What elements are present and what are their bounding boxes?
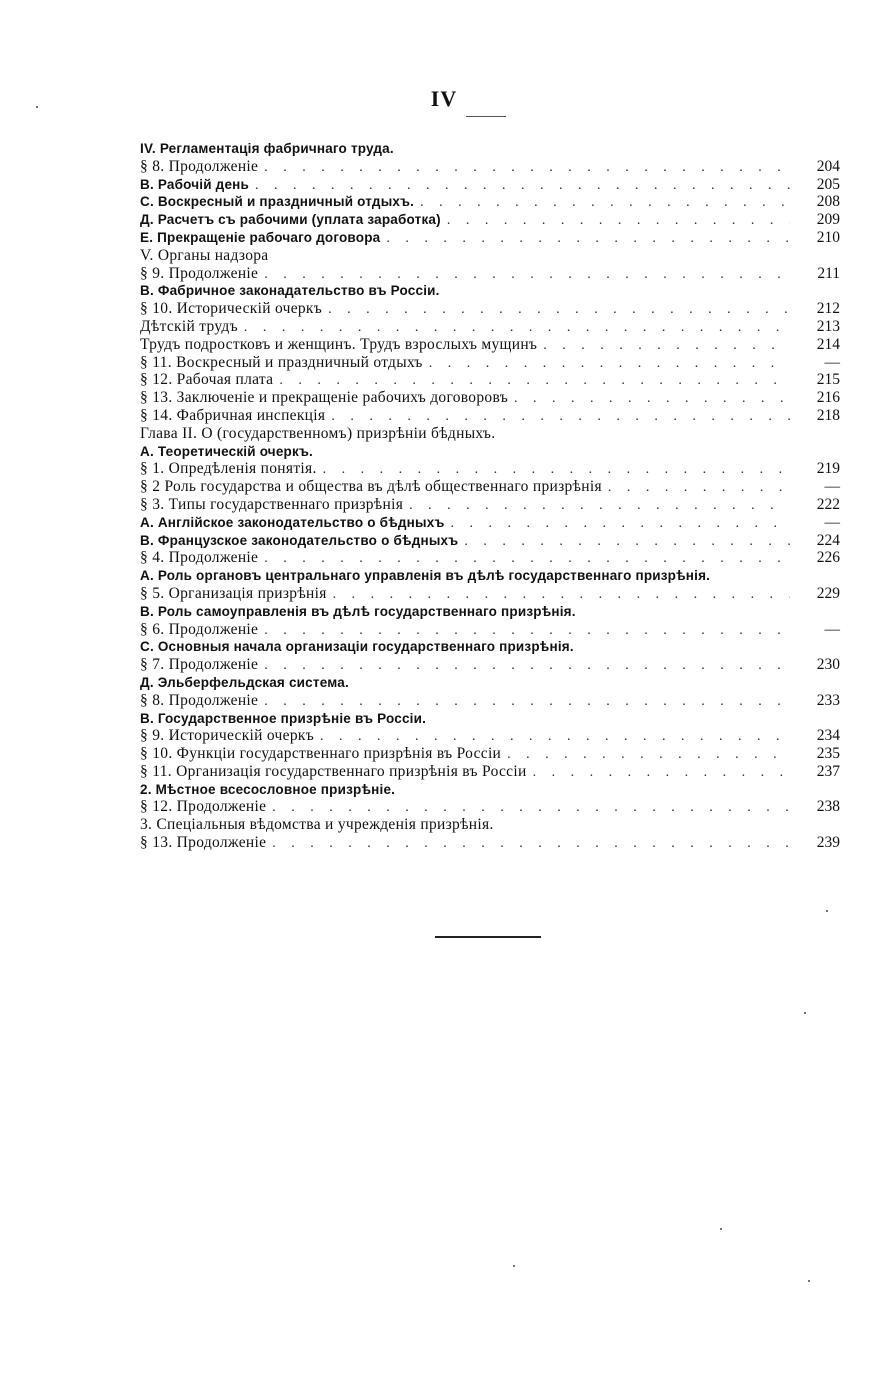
dot-leader xyxy=(264,266,790,284)
toc-entry xyxy=(140,318,840,336)
toc-entry-label: IV. Регламентація фабричнаго труда. xyxy=(140,141,394,156)
toc-entry xyxy=(140,371,840,389)
toc-entry xyxy=(140,727,840,745)
toc-entry-label: § 10. Функціи государственнаго призрѣнія въ Россіи xyxy=(140,745,502,763)
scan-speck xyxy=(804,1012,806,1014)
toc-entry-label: Д. Расчетъ съ рабочими (уплата заработка) xyxy=(140,212,441,228)
toc-entry-page: — xyxy=(824,353,840,371)
toc-entry-label: A. Роль органовъ центральнаго управленія въ дѣлѣ государственнаго призрѣнія. xyxy=(140,568,711,584)
toc-entry-label: E. Прекращеніе рабочаго договора xyxy=(140,229,381,245)
scan-speck xyxy=(720,1228,722,1230)
toc-entry xyxy=(140,798,840,816)
toc-entry-label: 2. Мѣстное всесословное призрѣніе. xyxy=(140,781,396,797)
toc-entry-page: 237 xyxy=(816,762,840,780)
toc-entry xyxy=(140,158,840,176)
toc-entry-page: 238 xyxy=(816,798,840,816)
toc-entry-label: § 13. Продолженіе xyxy=(140,834,267,852)
toc-entry-label: § 8. Продолженіе xyxy=(140,157,259,175)
dot-leader xyxy=(608,479,790,497)
toc-entry xyxy=(140,407,840,425)
dot-leader xyxy=(272,799,790,817)
toc-entry xyxy=(140,674,840,692)
toc-entry-page: 216 xyxy=(816,389,840,407)
scan-speck xyxy=(36,106,38,108)
toc-entry xyxy=(140,176,840,194)
toc-entry xyxy=(140,532,840,550)
dot-leader xyxy=(320,728,790,746)
toc-entry xyxy=(140,514,840,532)
toc-entry xyxy=(140,229,840,247)
toc-entry xyxy=(140,567,840,585)
toc-entry xyxy=(140,763,840,781)
dot-leader xyxy=(533,764,790,782)
toc-entry xyxy=(140,834,840,852)
toc-entry xyxy=(140,745,840,763)
toc-entry xyxy=(140,140,840,158)
dot-leader xyxy=(279,372,790,390)
toc-entry-label: Д. Эльберфельдская система. xyxy=(140,674,349,690)
toc-entry xyxy=(140,247,840,265)
toc-entry-label: § 4. Продолженіе xyxy=(140,549,259,567)
toc-entry-label: V. Органы надзора xyxy=(140,246,269,264)
toc-entry xyxy=(140,496,840,514)
toc-entry-page: 224 xyxy=(816,531,840,549)
toc-entry-page: 226 xyxy=(816,549,840,567)
toc-entry-label: § 11. Организація государственнаго призрѣнія въ Россіи xyxy=(140,762,527,780)
closing-rule xyxy=(435,936,541,938)
scan-speck xyxy=(513,1265,515,1267)
toc-entry xyxy=(140,781,840,799)
toc-entry xyxy=(140,211,840,229)
toc-entry-page: 212 xyxy=(816,300,840,318)
toc-entry-label: 3. Спеціальныя вѣдомства и учрежденія призрѣнія. xyxy=(140,816,494,834)
dot-leader xyxy=(447,212,790,230)
toc-entry-page: — xyxy=(824,513,840,531)
dot-leader xyxy=(323,461,790,479)
toc-entry xyxy=(140,710,840,728)
dot-leader xyxy=(264,622,790,640)
page-number-rule xyxy=(466,116,506,117)
dot-leader xyxy=(514,390,790,408)
toc-entry xyxy=(140,193,840,211)
toc-entry-page: 233 xyxy=(816,691,840,709)
toc-entry-label: § 9. Историческій очеркъ xyxy=(140,727,315,745)
toc-entry xyxy=(140,478,840,496)
toc-entry-label: § 5. Организація призрѣнія xyxy=(140,584,327,602)
toc-entry-page: 213 xyxy=(816,317,840,335)
toc-entry-page: 222 xyxy=(816,495,840,513)
toc-entry-page: 204 xyxy=(816,157,840,175)
toc-entry-page: 239 xyxy=(816,834,840,852)
toc-entry xyxy=(140,336,840,354)
toc-entry-label: § 1. Опредѣленія понятія. xyxy=(140,460,317,478)
dot-leader xyxy=(450,515,790,533)
toc-entry xyxy=(140,389,840,407)
toc-entry-label: § 12. Рабочая плата xyxy=(140,371,274,389)
toc-entry-label: § 10. Историческій очеркъ xyxy=(140,300,323,318)
dot-leader xyxy=(272,835,790,853)
toc-entry-page: 235 xyxy=(816,745,840,763)
toc-entry-label: § 2 Роль государства и общества въ дѣлѣ общественнаго призрѣнія xyxy=(140,478,602,496)
toc-entry-page: 215 xyxy=(816,371,840,389)
table-of-contents xyxy=(140,140,840,852)
toc-entry-page: 230 xyxy=(816,656,840,674)
toc-entry xyxy=(140,656,840,674)
toc-entry-label: B. Французское законодательство о бѣдныхъ xyxy=(140,532,459,548)
page-number: IV xyxy=(430,86,458,111)
toc-entry-page: 205 xyxy=(816,175,840,193)
dot-leader xyxy=(328,301,790,319)
toc-entry-label: § 13. Заключеніе и прекращеніе рабочихъ договоровъ xyxy=(140,389,509,407)
toc-entry xyxy=(140,549,840,567)
toc-entry-label: § 9. Продолженіе xyxy=(140,264,259,282)
toc-entry-page: 209 xyxy=(816,211,840,229)
toc-entry-page: 229 xyxy=(816,584,840,602)
dot-leader xyxy=(386,230,790,248)
toc-entry xyxy=(140,816,840,834)
toc-entry xyxy=(140,603,840,621)
scan-speck xyxy=(826,910,828,912)
toc-entry-page: 208 xyxy=(816,193,840,211)
toc-entry-label: § 7. Продолженіе xyxy=(140,656,259,674)
toc-entry-label: Дѣтскій трудъ xyxy=(140,317,238,335)
dot-leader xyxy=(331,408,790,426)
toc-entry-label: C. Воскресный и праздничный отдыхъ. xyxy=(140,194,415,210)
toc-entry-page: 211 xyxy=(817,264,840,282)
toc-entry-page: — xyxy=(824,478,840,496)
toc-entry xyxy=(140,282,840,300)
toc-entry-page: 214 xyxy=(816,335,840,353)
toc-entry-label: B. Рабочій день xyxy=(140,176,250,192)
toc-entry xyxy=(140,354,840,372)
dot-leader xyxy=(409,497,790,515)
toc-entry-label: § 14. Фабричная инспекція xyxy=(140,406,326,424)
toc-entry-label: A. Англійское законодательство о бѣдныхъ xyxy=(140,514,445,530)
toc-entry xyxy=(140,443,840,461)
toc-entry-label: § 8. Продолженіе xyxy=(140,691,259,709)
dot-leader xyxy=(244,319,790,337)
toc-entry-label: § 12. Продолженіе xyxy=(140,798,267,816)
toc-entry-label: B. Роль самоуправленія въ дѣлѣ государственнаго призрѣнія. xyxy=(140,603,576,619)
dot-leader xyxy=(264,159,790,177)
toc-entry-label: C. Основныя начала организаціи государственнаго призрѣнія. xyxy=(140,639,574,655)
toc-entry-page: 218 xyxy=(816,406,840,424)
dot-leader xyxy=(333,586,790,604)
toc-entry xyxy=(140,638,840,656)
dot-leader xyxy=(264,693,790,711)
dot-leader xyxy=(543,337,790,355)
toc-entry-label: § 11. Воскресный и праздничный отдыхъ xyxy=(140,353,423,371)
toc-entry-page: 234 xyxy=(816,727,840,745)
toc-entry-label: § 3. Типы государственнаго призрѣнія xyxy=(140,495,404,513)
dot-leader xyxy=(264,550,790,568)
toc-entry xyxy=(140,265,840,283)
dot-leader xyxy=(429,355,790,373)
dot-leader xyxy=(264,657,790,675)
toc-entry xyxy=(140,692,840,710)
dot-leader xyxy=(255,177,790,195)
toc-entry xyxy=(140,621,840,639)
toc-entry-label: Глава II. О (государственномъ) призрѣніи бѣдныхъ. xyxy=(140,424,496,442)
toc-entry-label: § 6. Продолженіе xyxy=(140,620,259,638)
dot-leader xyxy=(420,194,790,212)
toc-entry xyxy=(140,425,840,443)
dot-leader xyxy=(507,746,790,764)
toc-entry-label: B. Государственное призрѣніе въ Россіи. xyxy=(140,710,427,726)
toc-entry-page: 219 xyxy=(816,460,840,478)
toc-entry-page: 210 xyxy=(816,228,840,246)
dot-leader xyxy=(464,533,790,551)
toc-entry-label: A. Теоретическій очеркъ. xyxy=(140,443,313,459)
toc-entry xyxy=(140,300,840,318)
scan-speck xyxy=(808,1280,810,1282)
toc-entry-page: — xyxy=(824,620,840,638)
toc-entry-label: Трудъ подростковъ и женщинъ. Трудъ взрослыхъ мущинъ xyxy=(140,335,538,353)
toc-entry xyxy=(140,460,840,478)
toc-entry-label: B. Фабричное законадательство въ Россіи. xyxy=(140,283,440,299)
toc-entry xyxy=(140,585,840,603)
